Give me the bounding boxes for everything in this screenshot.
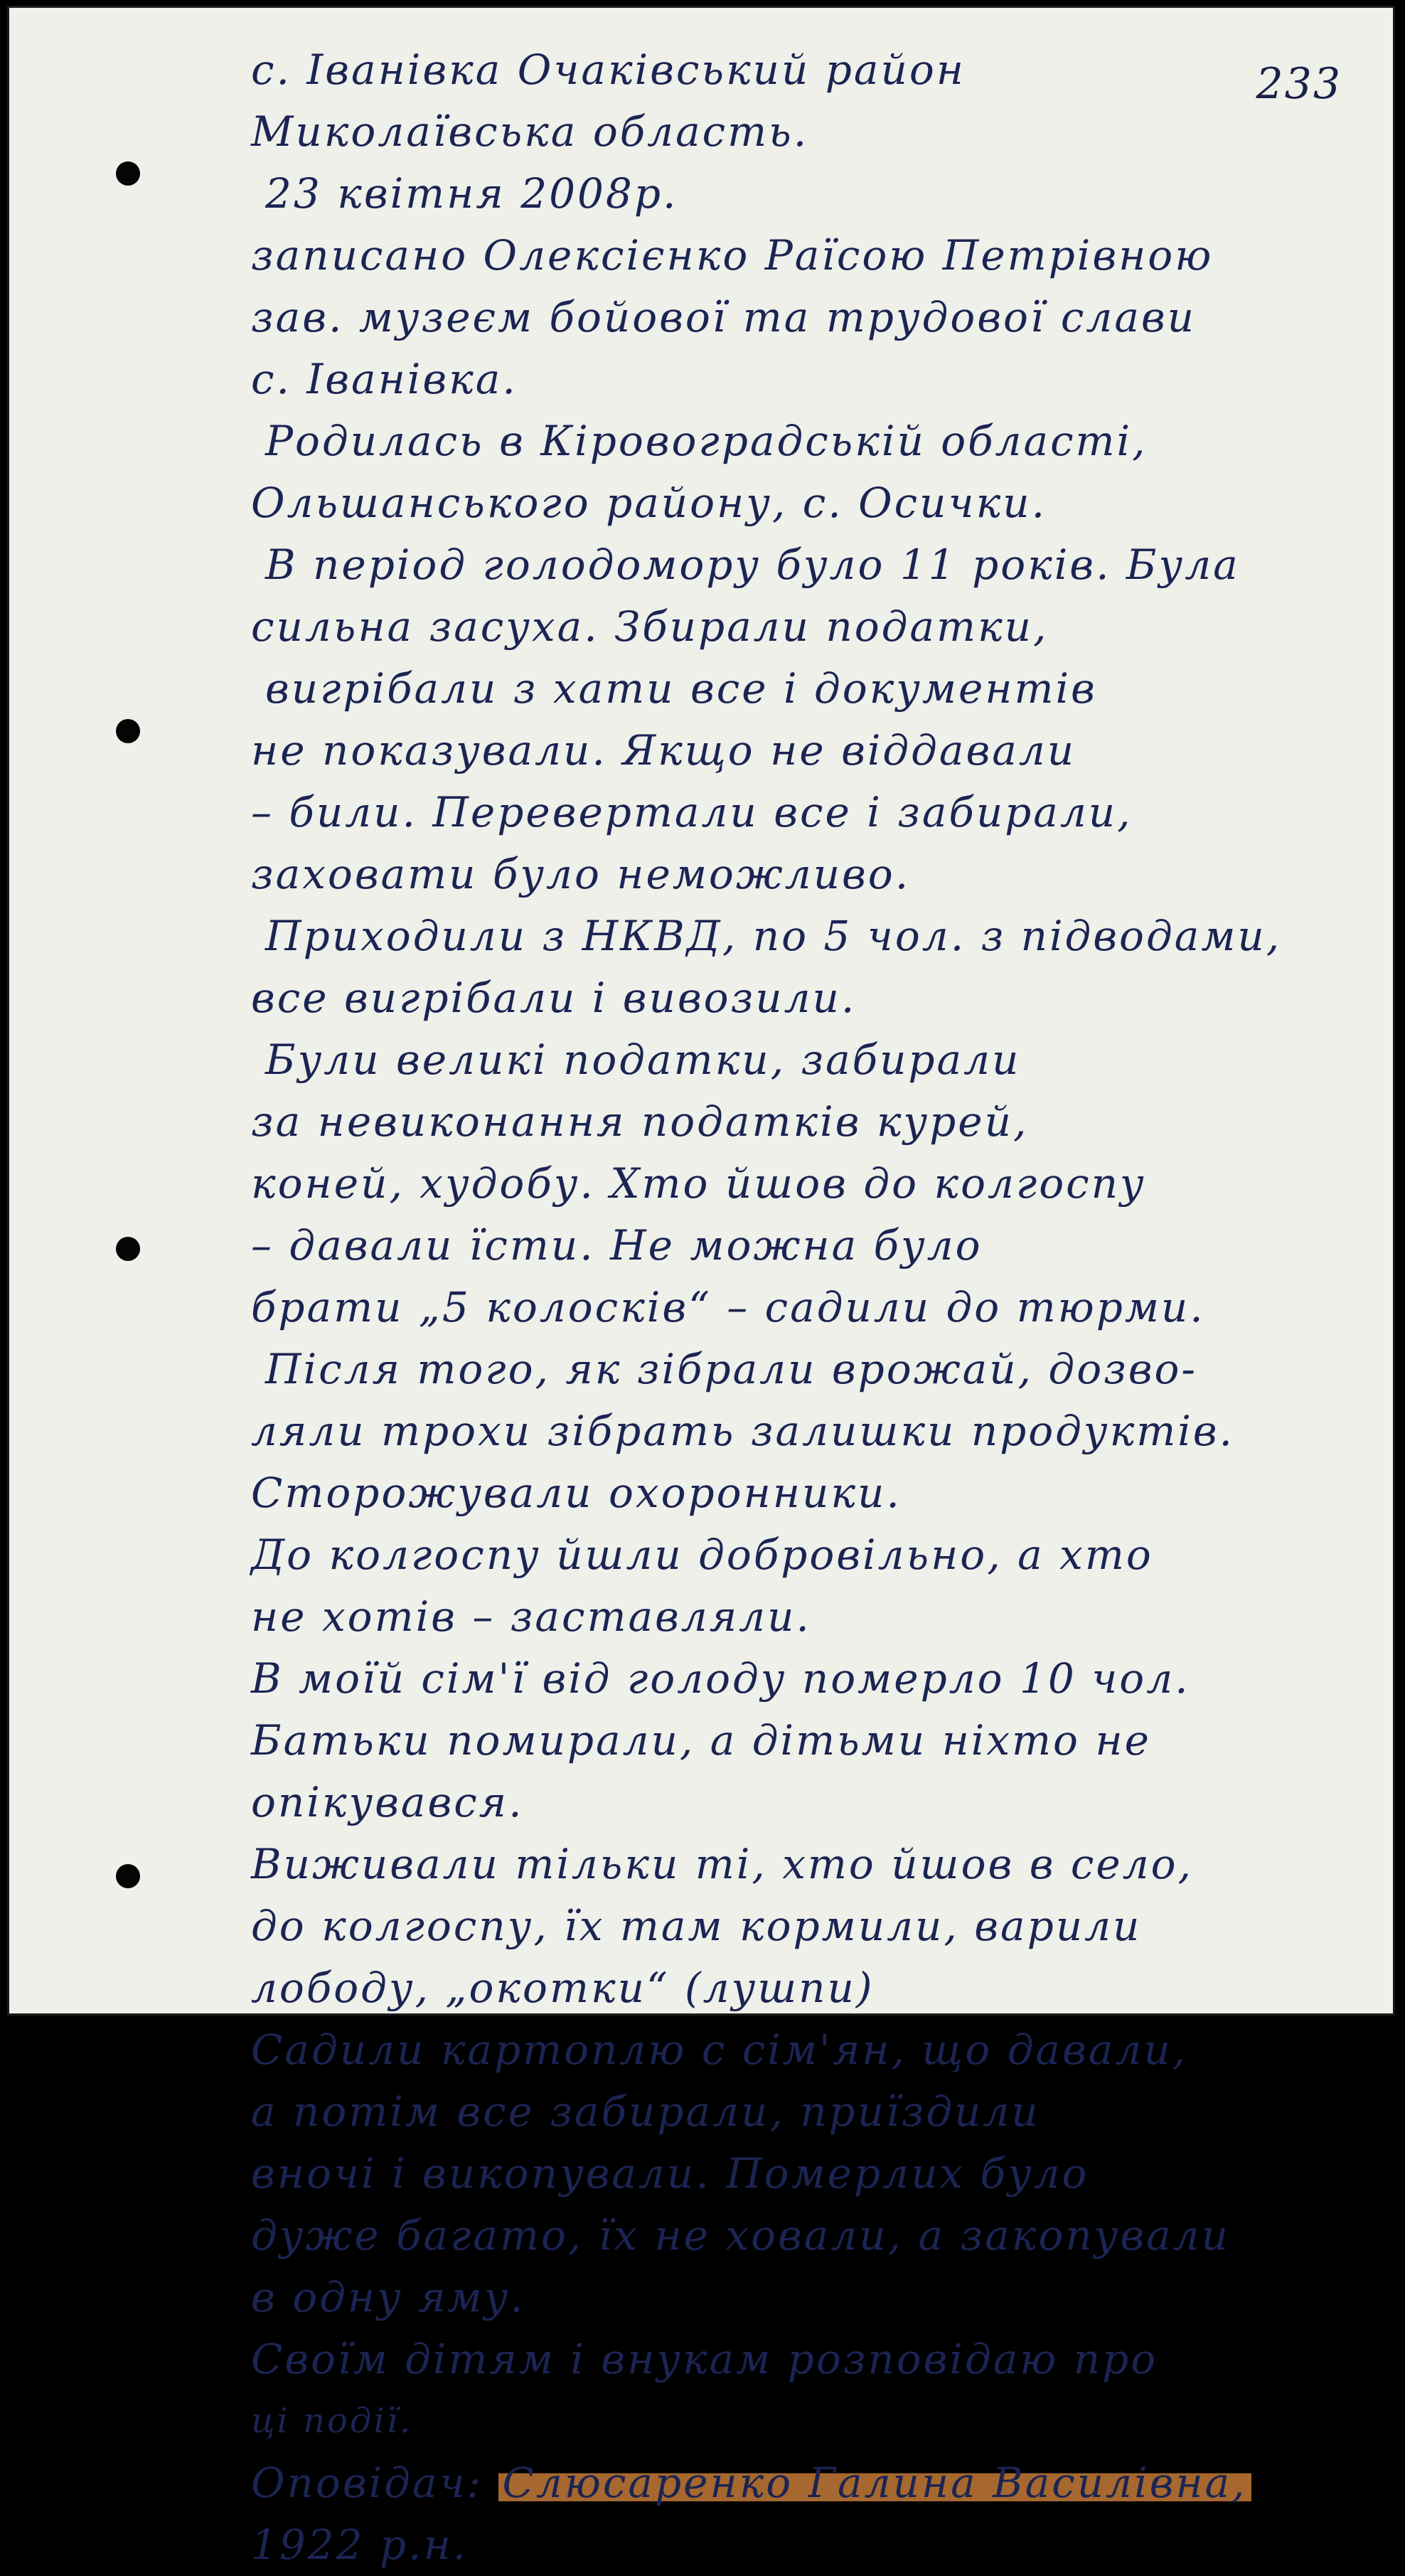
testimony-line: в одну яму. (251, 2273, 525, 2321)
testimony-line: лободу, „окотки“ (лушпи) (251, 1964, 875, 2012)
handwritten-testimony (251, 39, 1360, 2576)
testimony-line: ці події. (251, 2401, 413, 2441)
testimony-line: сильна засуха. Збирали податки, (251, 602, 1049, 651)
testimony-line: не показували. Якщо не віддавали (251, 726, 1077, 775)
testimony-line: до колгоспу, їх там кормили, варили (251, 1902, 1142, 1950)
testimony-line: коней, худобу. Хто йшов до колгоспу (251, 1159, 1146, 1208)
recorded-by-line: зав. музеєм бойової та трудової слави (251, 293, 1197, 341)
punch-hole (116, 161, 140, 186)
testimony-line: а потім все забирали, приїздили (251, 2087, 1040, 2136)
header-location-line: с. Іванівка Очаківський район (251, 46, 966, 94)
testimony-line: все вигрібали і вивозили. (251, 974, 857, 1022)
testimony-line: дуже багато, їх не ховали, а закопували (251, 2211, 1230, 2260)
testimony-line: – давали їсти. Не можна було (251, 1221, 983, 1270)
punch-hole (116, 1864, 140, 1888)
testimony-line: Були великі податки, забирали (265, 1036, 1021, 1084)
testimony-line: Своїм дітям і внукам розповідаю про (251, 2335, 1158, 2383)
testimony-line: Батьки помирали, а дітьми ніхто не (251, 1716, 1151, 1765)
testimony-line: вигрібали з хати все і документів (265, 664, 1097, 713)
recorded-by-line: записано Олексієнко Раїсою Петрівною (251, 231, 1214, 280)
archive-page (7, 6, 1395, 2569)
recorded-by-line: с. Іванівка. (251, 355, 518, 403)
narrator-line (251, 2452, 1360, 2514)
testimony-line: за невиконання податків курей, (251, 1097, 1029, 1146)
testimony-line: Приходили з НКВД, по 5 чол. з підводами, (265, 912, 1282, 960)
record-date: 23 квітня 2008р. (265, 169, 678, 218)
testimony-line: Сторожували охоронники. (251, 1469, 902, 1517)
testimony-line: Родилась в Кіровоградській області, (265, 417, 1148, 465)
testimony-line: До колгоспу йшли добровільно, а хто (251, 1531, 1153, 1579)
punch-hole (116, 719, 140, 743)
header-region-line: Миколаївська область. (251, 107, 809, 156)
testimony-line: брати „5 колосків“ – садили до тюрми. (251, 1283, 1205, 1331)
testimony-line: В період голодомору було 11 років. Була (265, 541, 1240, 589)
testimony-line: – били. Перевертали все і забирали, (251, 788, 1133, 836)
punch-hole (116, 1237, 140, 1261)
testimony-line: Виживали тільки ті, хто йшов в село, (251, 1840, 1193, 1888)
testimony-line: Після того, як зібрали врожай, дозво- (265, 1345, 1198, 1393)
narrator-label: Оповідач: (251, 2459, 484, 2507)
testimony-line: заховати було неможливо. (251, 850, 911, 898)
testimony-line: Садили картоплю с сім'ян, що давали, (251, 2026, 1188, 2074)
testimony-line: вночі і викопували. Померлих було (251, 2149, 1089, 2198)
testimony-line: не хотів – заставляли. (251, 1592, 811, 1641)
narrator-name: Слюсаренко Галина Василівна, (498, 2459, 1251, 2507)
testimony-line: опікувався. (251, 1778, 524, 1826)
page-number: 233 (1256, 59, 1342, 109)
testimony-line: Ольшанського району, с. Осички. (251, 479, 1047, 527)
testimony-line: В моїй сім'ї від голоду померло 10 чол. (251, 1654, 1190, 1703)
narrator-birth-year: 1922 р.н. (251, 2521, 469, 2569)
testimony-line: ляли трохи зібрать залишки продуктів. (251, 1407, 1234, 1455)
